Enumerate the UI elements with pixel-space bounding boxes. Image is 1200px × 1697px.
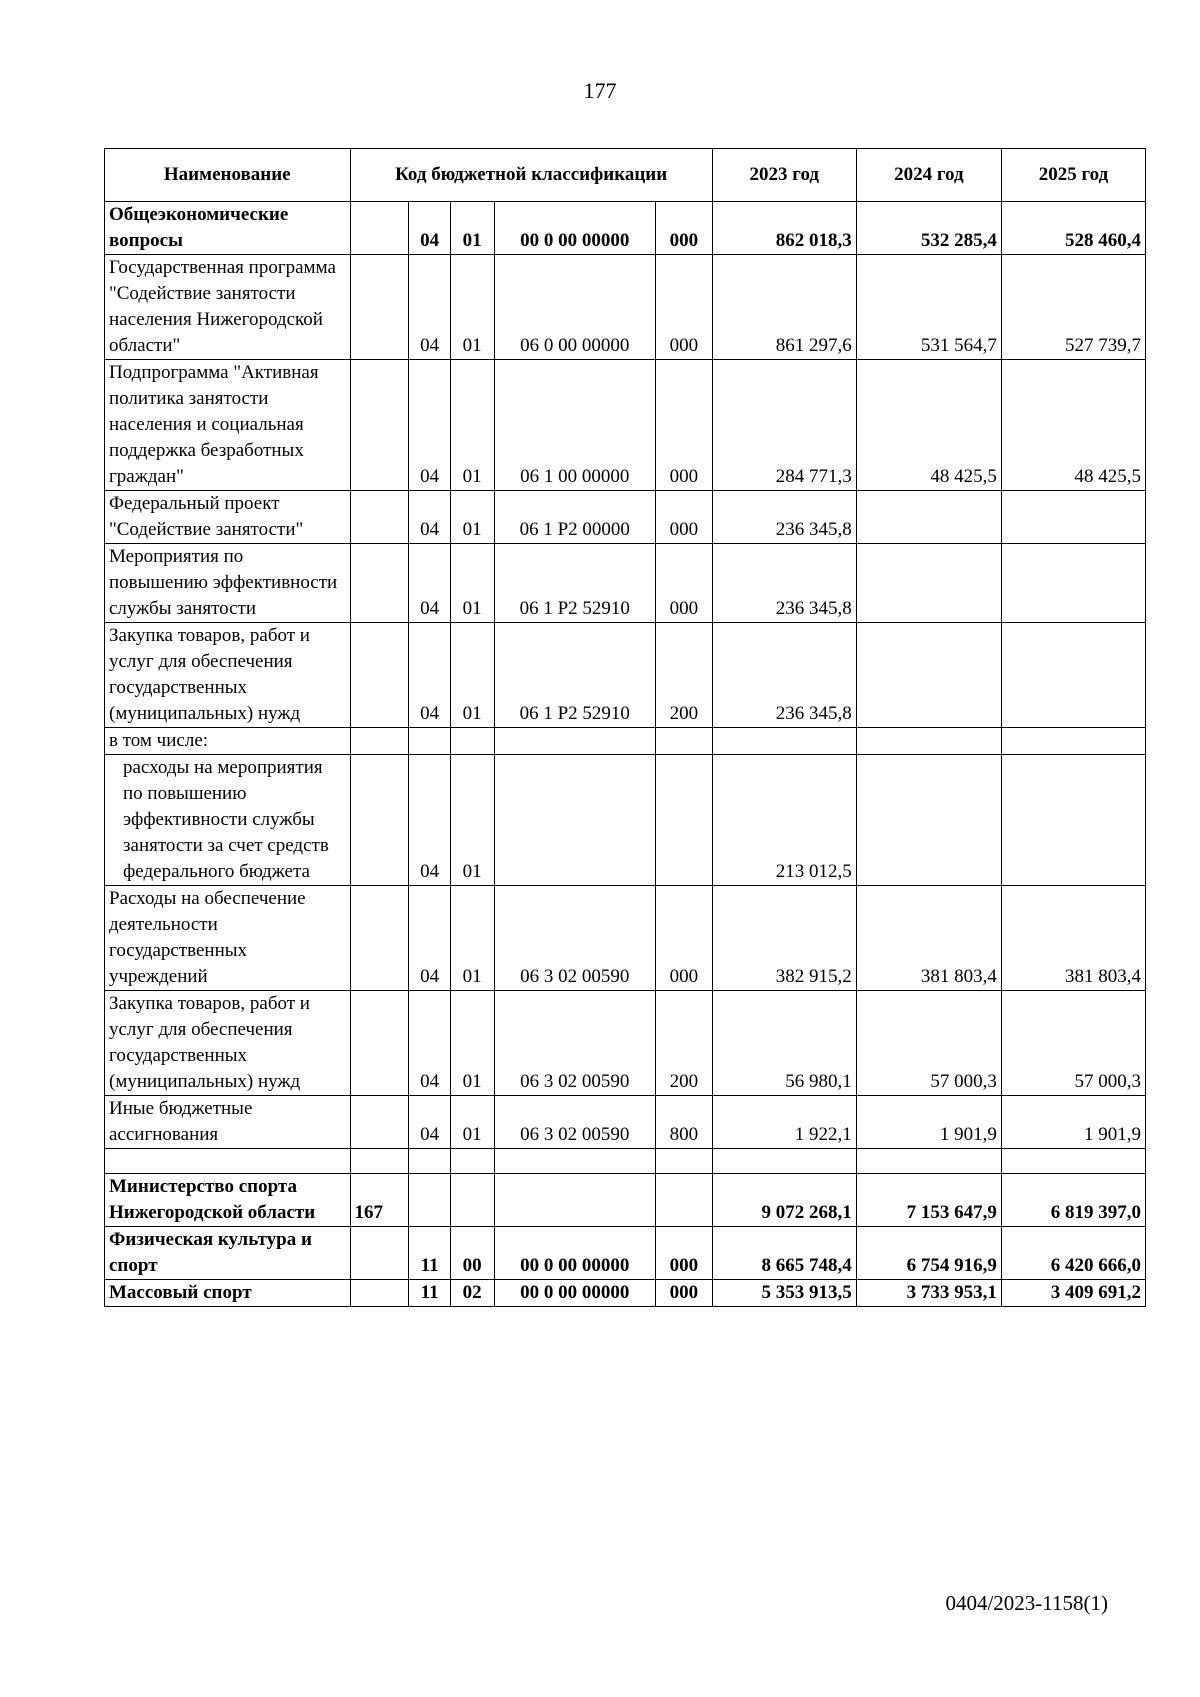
row-name: Федеральный проект "Содействие занятости" xyxy=(105,491,351,544)
row-ved xyxy=(350,255,409,360)
header-2024: 2024 год xyxy=(856,149,1001,202)
row-name: Государственная программа "Содействие занятости населения Нижегородской области" xyxy=(105,255,351,360)
table-row xyxy=(105,1096,1146,1149)
header-2023: 2023 год xyxy=(712,149,856,202)
row-name: Общеэкономические вопросы xyxy=(105,202,351,255)
row-2023: 861 297,6 xyxy=(712,255,856,360)
row-2025: 6 819 397,0 xyxy=(1001,1174,1145,1227)
row-2025: 528 460,4 xyxy=(1001,202,1145,255)
row-ved xyxy=(350,886,409,991)
row-rz xyxy=(409,1174,450,1227)
row-cs: 06 1 Р2 52910 xyxy=(494,544,655,623)
row-2024: 48 425,5 xyxy=(856,360,1001,491)
row-2025: 381 803,4 xyxy=(1001,886,1145,991)
table-row xyxy=(105,491,1146,544)
table-row xyxy=(105,202,1146,255)
row-2023: 56 980,1 xyxy=(712,991,856,1096)
row-name: расходы на мероприятия по повышению эффективности службы занятости за счет средств федерального бюджета xyxy=(123,757,329,882)
row-pr: 01 xyxy=(450,202,494,255)
table-row xyxy=(105,991,1146,1096)
table-row xyxy=(105,886,1146,991)
row-cs: 00 0 00 00000 xyxy=(494,1227,655,1280)
row-2024: 531 564,7 xyxy=(856,255,1001,360)
row-name: Подпрограмма "Активная политика занятости населения и социальная поддержка безработных граждан" xyxy=(105,360,351,491)
row-2023: 1 922,1 xyxy=(712,1096,856,1149)
row-name: Массовый спорт xyxy=(105,1280,351,1307)
row-2023: 284 771,3 xyxy=(712,360,856,491)
row-cs xyxy=(494,1174,655,1227)
row-name: Физическая культура и спорт xyxy=(105,1227,351,1280)
row-rz: 04 xyxy=(409,1096,450,1149)
table-row xyxy=(105,1227,1146,1280)
table-row xyxy=(105,544,1146,623)
empty-cell xyxy=(409,1149,450,1174)
table-row xyxy=(105,755,1146,886)
row-vr: 000 xyxy=(655,491,712,544)
row-2025: 3 409 691,2 xyxy=(1001,1280,1145,1307)
row-2023: 5 353 913,5 xyxy=(712,1280,856,1307)
row-pr xyxy=(450,728,494,755)
row-rz: 04 xyxy=(409,255,450,360)
row-2025 xyxy=(1001,491,1145,544)
table-row xyxy=(105,1280,1146,1307)
row-cs: 06 1 00 00000 xyxy=(494,360,655,491)
row-2024: 532 285,4 xyxy=(856,202,1001,255)
page-number: 177 xyxy=(583,78,617,103)
row-ved xyxy=(350,623,409,728)
row-2024 xyxy=(856,728,1001,755)
empty-cell xyxy=(105,1149,351,1174)
row-2025: 527 739,7 xyxy=(1001,255,1145,360)
table-header-row xyxy=(105,149,1146,202)
row-2023: 236 345,8 xyxy=(712,491,856,544)
row-2025: 6 420 666,0 xyxy=(1001,1227,1145,1280)
row-cs xyxy=(494,728,655,755)
row-2024: 3 733 953,1 xyxy=(856,1280,1001,1307)
row-2025 xyxy=(1001,728,1145,755)
empty-cell xyxy=(450,1149,494,1174)
row-vr xyxy=(655,728,712,755)
row-2024: 57 000,3 xyxy=(856,991,1001,1096)
row-ved xyxy=(350,1280,409,1307)
row-2023: 8 665 748,4 xyxy=(712,1227,856,1280)
row-2023: 213 012,5 xyxy=(712,755,856,886)
row-ved: 167 xyxy=(350,1174,409,1227)
row-2024 xyxy=(856,623,1001,728)
row-2025: 48 425,5 xyxy=(1001,360,1145,491)
row-name: в том числе: xyxy=(105,728,351,755)
table-row xyxy=(105,728,1146,755)
document-code: 0404/2023-1158(1) xyxy=(945,1591,1108,1615)
table-row-empty xyxy=(105,1149,1146,1174)
row-rz: 04 xyxy=(409,360,450,491)
row-2023 xyxy=(712,728,856,755)
row-2024 xyxy=(856,491,1001,544)
row-rz: 04 xyxy=(409,202,450,255)
row-ved xyxy=(350,728,409,755)
row-rz: 04 xyxy=(409,491,450,544)
header-name: Наименование xyxy=(105,149,351,202)
row-ved xyxy=(350,1227,409,1280)
row-vr: 000 xyxy=(655,544,712,623)
row-pr: 01 xyxy=(450,755,494,886)
row-name: Закупка товаров, работ и услуг для обеспечения государственных (муниципальных) нужд xyxy=(105,623,351,728)
budget-table xyxy=(104,148,1146,1307)
row-cs: 06 1 Р2 00000 xyxy=(494,491,655,544)
row-pr: 01 xyxy=(450,255,494,360)
row-name: Министерство спорта Нижегородской области xyxy=(105,1174,351,1227)
row-rz: 04 xyxy=(409,544,450,623)
row-vr: 000 xyxy=(655,886,712,991)
row-ved xyxy=(350,491,409,544)
row-2023: 236 345,8 xyxy=(712,623,856,728)
row-cs: 06 3 02 00590 xyxy=(494,886,655,991)
row-cs: 06 3 02 00590 xyxy=(494,1096,655,1149)
row-2025: 1 901,9 xyxy=(1001,1096,1145,1149)
empty-cell xyxy=(712,1149,856,1174)
row-pr: 01 xyxy=(450,991,494,1096)
row-pr: 01 xyxy=(450,886,494,991)
row-pr: 02 xyxy=(450,1280,494,1307)
table-row xyxy=(105,623,1146,728)
row-rz: 04 xyxy=(409,755,450,886)
row-name: Иные бюджетные ассигнования xyxy=(105,1096,351,1149)
row-vr: 000 xyxy=(655,1227,712,1280)
row-2025 xyxy=(1001,544,1145,623)
row-2024: 7 153 647,9 xyxy=(856,1174,1001,1227)
row-rz: 04 xyxy=(409,886,450,991)
row-cs: 06 0 00 00000 xyxy=(494,255,655,360)
row-2023: 9 072 268,1 xyxy=(712,1174,856,1227)
row-cs xyxy=(494,755,655,886)
row-pr: 00 xyxy=(450,1227,494,1280)
row-cs: 00 0 00 00000 xyxy=(494,1280,655,1307)
empty-cell xyxy=(350,1149,409,1174)
row-2024: 1 901,9 xyxy=(856,1096,1001,1149)
row-rz: 04 xyxy=(409,991,450,1096)
row-pr: 01 xyxy=(450,544,494,623)
row-ved xyxy=(350,1096,409,1149)
empty-cell xyxy=(856,1149,1001,1174)
row-name-cell xyxy=(105,755,351,886)
row-rz xyxy=(409,728,450,755)
row-2025 xyxy=(1001,755,1145,886)
row-vr: 000 xyxy=(655,255,712,360)
row-2025 xyxy=(1001,623,1145,728)
row-2023: 382 915,2 xyxy=(712,886,856,991)
row-ved xyxy=(350,544,409,623)
row-rz: 11 xyxy=(409,1280,450,1307)
row-ved xyxy=(350,755,409,886)
row-2024 xyxy=(856,755,1001,886)
empty-cell xyxy=(494,1149,655,1174)
row-ved xyxy=(350,202,409,255)
row-pr: 01 xyxy=(450,360,494,491)
row-2024 xyxy=(856,544,1001,623)
row-cs: 06 1 Р2 52910 xyxy=(494,623,655,728)
empty-cell xyxy=(1001,1149,1145,1174)
row-vr: 000 xyxy=(655,1280,712,1307)
row-2023: 862 018,3 xyxy=(712,202,856,255)
table-row xyxy=(105,255,1146,360)
row-cs: 06 3 02 00590 xyxy=(494,991,655,1096)
row-vr xyxy=(655,1174,712,1227)
row-2025: 57 000,3 xyxy=(1001,991,1145,1096)
table-row xyxy=(105,1174,1146,1227)
row-vr: 200 xyxy=(655,623,712,728)
row-pr: 01 xyxy=(450,623,494,728)
row-2023: 236 345,8 xyxy=(712,544,856,623)
row-vr xyxy=(655,755,712,886)
header-2025: 2025 год xyxy=(1001,149,1145,202)
row-vr: 000 xyxy=(655,360,712,491)
row-2024: 381 803,4 xyxy=(856,886,1001,991)
row-vr: 000 xyxy=(655,202,712,255)
row-ved xyxy=(350,991,409,1096)
row-rz: 11 xyxy=(409,1227,450,1280)
table-row xyxy=(105,360,1146,491)
row-ved xyxy=(350,360,409,491)
header-code: Код бюджетной классификации xyxy=(350,149,712,202)
row-rz: 04 xyxy=(409,623,450,728)
row-vr: 200 xyxy=(655,991,712,1096)
row-name: Закупка товаров, работ и услуг для обеспечения государственных (муниципальных) нужд xyxy=(105,991,351,1096)
row-name: Мероприятия по повышению эффективности службы занятости xyxy=(105,544,351,623)
row-pr: 01 xyxy=(450,1096,494,1149)
row-vr: 800 xyxy=(655,1096,712,1149)
row-name: Расходы на обеспечение деятельности государственных учреждений xyxy=(105,886,351,991)
row-pr: 01 xyxy=(450,491,494,544)
row-pr xyxy=(450,1174,494,1227)
row-2024: 6 754 916,9 xyxy=(856,1227,1001,1280)
row-cs: 00 0 00 00000 xyxy=(494,202,655,255)
empty-cell xyxy=(655,1149,712,1174)
